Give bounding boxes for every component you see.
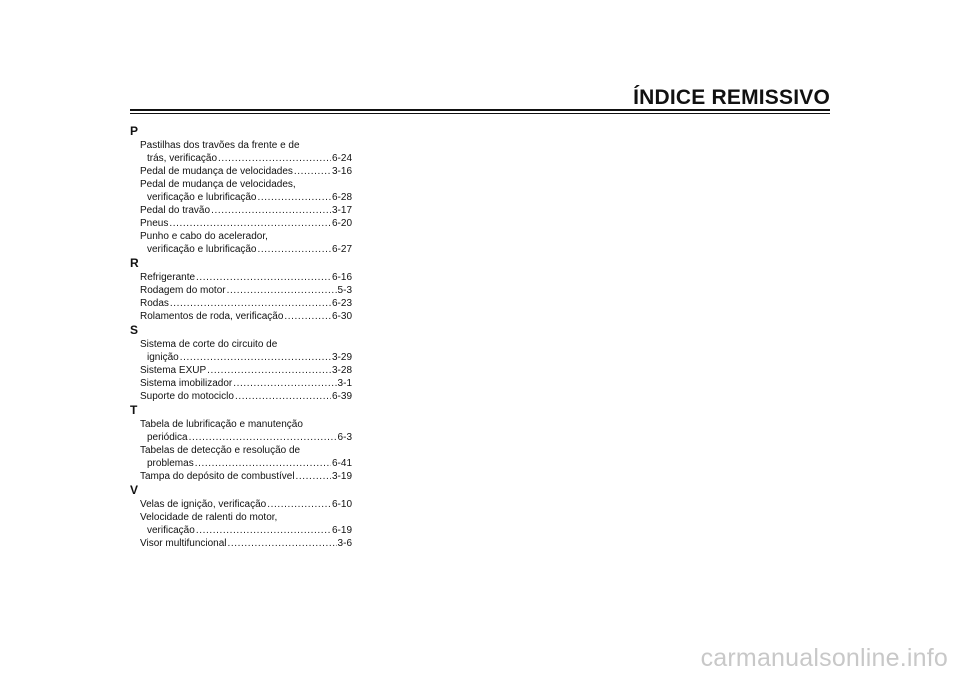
section-letter: P (130, 124, 139, 138)
index-entry (130, 470, 352, 483)
entry-text: Pneus (140, 218, 169, 229)
entry-text: Pedal de mudança de velocidades, (140, 179, 296, 190)
index-entry (130, 230, 352, 256)
entry-line (130, 243, 352, 256)
entry-text: verificação e lubrificação (147, 192, 257, 203)
entry-line (130, 498, 352, 511)
dot-leader (233, 377, 336, 390)
entry-text: problemas (147, 458, 194, 469)
page-reference: 3-29 (331, 352, 352, 363)
dot-leader (258, 191, 331, 204)
header-rule-thin (130, 113, 830, 114)
dot-leader (169, 217, 331, 230)
entry-text: Rolamentos de roda, verificação (140, 311, 284, 322)
watermark: carmanualsonline.info (700, 644, 948, 672)
section-letter: V (130, 483, 139, 497)
page-reference: 6-27 (331, 244, 352, 255)
entry-text: Refrigerante (140, 272, 196, 283)
page-reference: 3-6 (337, 538, 352, 549)
section-letter: R (130, 256, 139, 270)
page-reference: 6-23 (331, 298, 352, 309)
page-reference: 6-20 (331, 218, 352, 229)
dot-leader (207, 364, 331, 377)
entry-line (130, 364, 352, 377)
dot-leader (189, 431, 337, 444)
entry-line (130, 537, 352, 550)
entry-line (130, 284, 352, 297)
entry-line (130, 204, 352, 217)
index-entry (130, 204, 352, 217)
entry-line (130, 431, 352, 444)
index-entry (130, 511, 352, 537)
entry-text: Velocidade de ralenti do motor, (140, 512, 278, 523)
index-entry (130, 310, 352, 323)
dot-leader (258, 243, 331, 256)
entry-text: Pedal de mudança de velocidades (140, 166, 293, 177)
index-entry (130, 271, 352, 284)
entry-text: Tabela de lubrificação e manutenção (140, 419, 303, 430)
entry-text: Pastilhas dos travões da frente e de (140, 140, 300, 151)
entry-text: Rodas (140, 298, 169, 309)
index-entry (130, 284, 352, 297)
page-reference: 6-41 (331, 458, 352, 469)
index-entry (130, 165, 352, 178)
dot-leader (296, 470, 331, 483)
index-entry (130, 444, 352, 470)
page-reference: 5-3 (337, 285, 352, 296)
page-reference: 6-30 (331, 311, 352, 322)
entry-line (130, 457, 352, 470)
index-entry (130, 377, 352, 390)
index-entry (130, 498, 352, 511)
entry-text: Velas de ignição, verificação (140, 499, 267, 510)
entry-text: Suporte do motociclo (140, 391, 234, 402)
entry-line (130, 390, 352, 403)
page-reference: 6-10 (331, 499, 352, 510)
dot-leader (227, 284, 337, 297)
entry-text: Sistema EXUP (140, 365, 207, 376)
entry-line (130, 470, 352, 483)
section-letter: T (130, 403, 138, 417)
index-entry (130, 297, 352, 310)
index-entry (130, 390, 352, 403)
page-reference: 6-16 (331, 272, 352, 283)
page-reference: 3-17 (331, 205, 352, 216)
entry-text: Rodagem do motor (140, 285, 226, 296)
page-reference: 6-3 (337, 432, 352, 443)
dot-leader (218, 152, 331, 165)
entry-text: verificação (147, 525, 195, 536)
page-reference: 6-19 (331, 525, 352, 536)
page-reference: 6-39 (331, 391, 352, 402)
entry-line (130, 191, 352, 204)
dot-leader (294, 165, 331, 178)
entry-line (130, 310, 352, 323)
dot-leader (170, 297, 331, 310)
entry-text: Tabelas de detecção e resolução de (140, 445, 301, 456)
entry-line (130, 351, 352, 364)
page-reference: 3-16 (331, 166, 352, 177)
entry-text: verificação e lubrificação (147, 244, 257, 255)
dot-leader (180, 351, 331, 364)
index-column (130, 124, 352, 550)
dot-leader (284, 310, 331, 323)
entry-line (130, 377, 352, 390)
dot-leader (196, 271, 331, 284)
entry-line (130, 152, 352, 165)
entry-text: Visor multifuncional (140, 538, 227, 549)
page-reference: 6-28 (331, 192, 352, 203)
index-entry (130, 139, 352, 165)
section-letter: S (130, 323, 139, 337)
dot-leader (235, 390, 331, 403)
dot-leader (195, 457, 331, 470)
entry-line (130, 165, 352, 178)
index-entry (130, 364, 352, 377)
page-reference: 3-19 (331, 471, 352, 482)
entry-text: ignição (147, 352, 179, 363)
entry-text: periódica (147, 432, 188, 443)
entry-text: Punho e cabo do acelerador, (140, 231, 268, 242)
page-reference: 3-1 (337, 378, 352, 389)
dot-leader (211, 204, 331, 217)
entry-line (130, 297, 352, 310)
dot-leader (196, 524, 331, 537)
index-entry (130, 537, 352, 550)
index-entry (130, 178, 352, 204)
entry-line (130, 271, 352, 284)
page-reference: 3-28 (331, 365, 352, 376)
index-entry (130, 217, 352, 230)
index-entry (130, 338, 352, 364)
entry-text: Pedal do travão (140, 205, 211, 216)
page-title: ÍNDICE REMISSIVO (633, 86, 830, 109)
entry-text: trás, verificação (147, 153, 218, 164)
dot-leader (267, 498, 331, 511)
entry-text: Sistema de corte do circuito de (140, 339, 278, 350)
index-entry (130, 418, 352, 444)
entry-text: Sistema imobilizador (140, 378, 233, 389)
dot-leader (228, 537, 337, 550)
entry-line (130, 217, 352, 230)
entry-text: Tampa do depósito de combustível (140, 471, 295, 482)
entry-line (130, 524, 352, 537)
header-rule-thick (130, 109, 830, 111)
page-reference: 6-24 (331, 153, 352, 164)
